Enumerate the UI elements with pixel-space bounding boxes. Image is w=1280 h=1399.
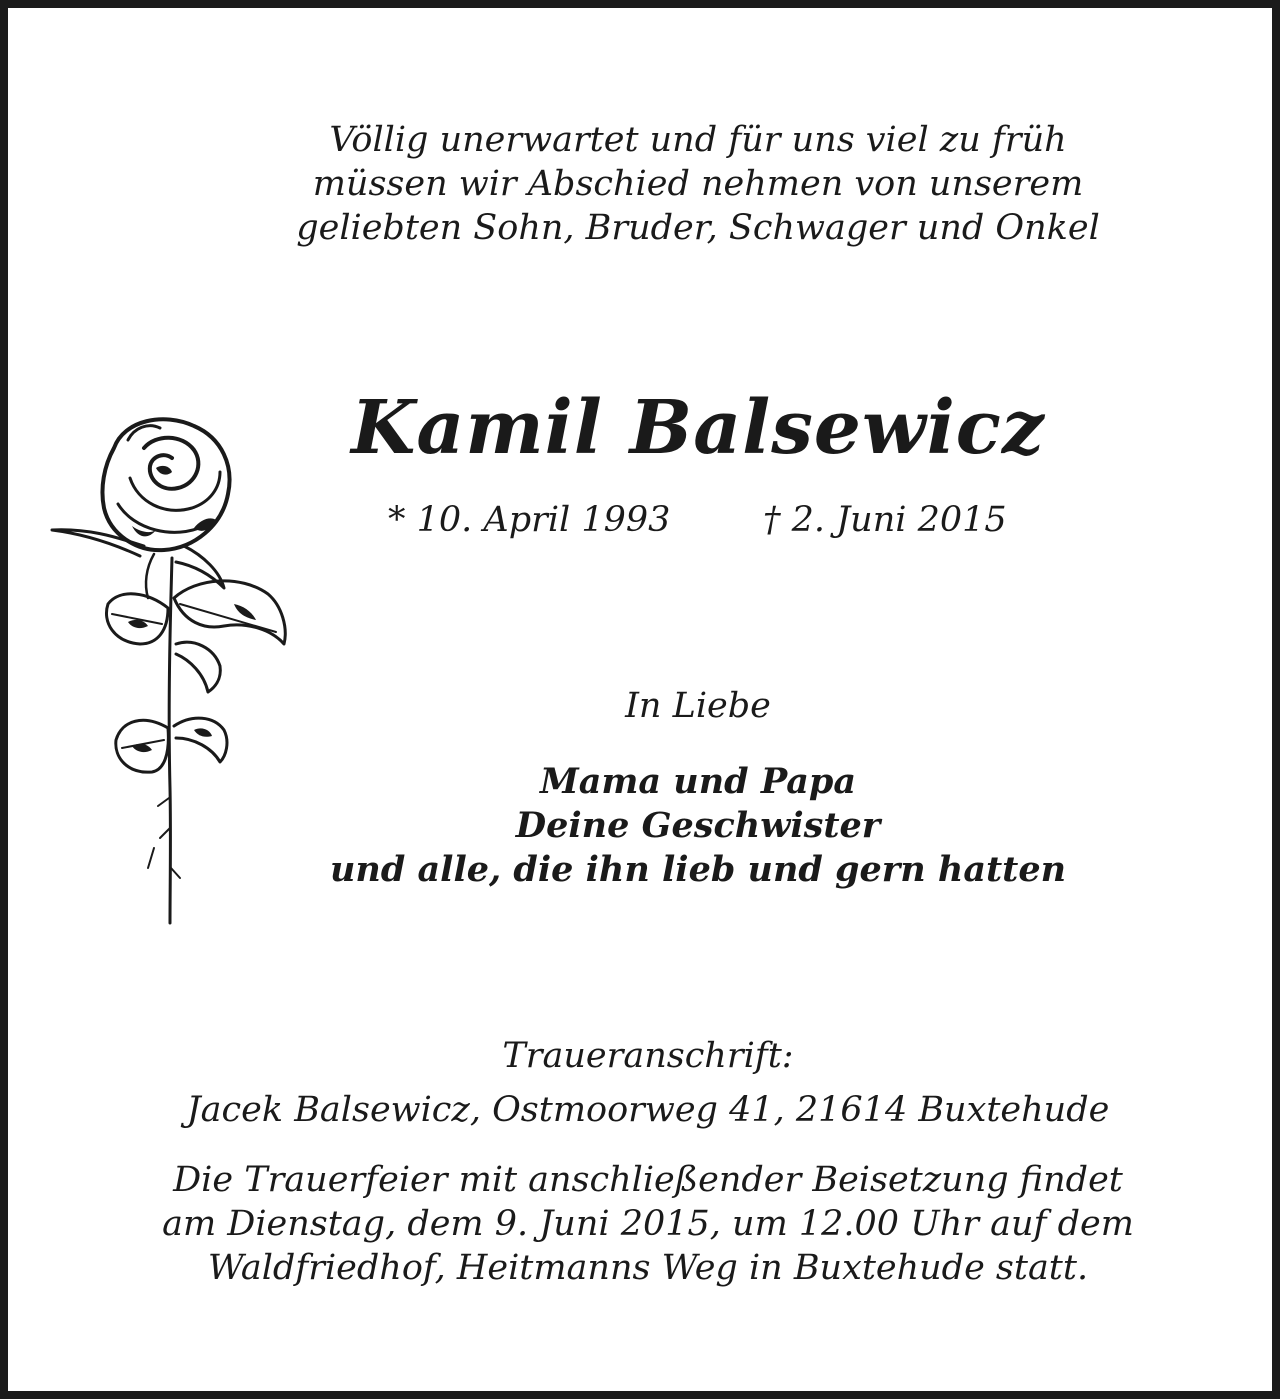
- mourning-address: Jacek Balsewicz, Ostmoorweg 41, 21614 Buxtehude: [186, 1090, 1110, 1130]
- intro-line: geliebten Sohn, Bruder, Schwager und Onkel: [296, 208, 1100, 248]
- intro-line: Völlig unerwartet und für uns viel zu früh: [329, 120, 1067, 160]
- mourner-line: Deine Geschwister: [515, 805, 881, 846]
- birth-date: * 10. April 1993: [388, 500, 671, 540]
- service-line: Die Trauerfeier mit anschließender Beisetzung findet: [173, 1160, 1123, 1200]
- intro-line: müssen wir Abschied nehmen von unserem: [312, 164, 1084, 204]
- mourners-list: [248, 760, 1148, 892]
- intro-text: [248, 118, 1148, 250]
- service-line: Waldfriedhof, Heitmanns Weg in Buxtehude statt.: [207, 1248, 1089, 1288]
- mourner-line: Mama und Papa: [539, 761, 857, 802]
- mourner-line: und alle, die ihn lieb und gern hatten: [329, 849, 1067, 890]
- deceased-name: Kamil Balsewicz: [351, 385, 1045, 471]
- service-line: am Dienstag, dem 9. Juni 2015, um 12.00 Uhr auf dem: [162, 1204, 1134, 1244]
- love-line: In Liebe: [625, 686, 771, 726]
- funeral-service-info: [148, 1158, 1148, 1290]
- address-label: Traueranschrift:: [502, 1036, 794, 1076]
- death-date: † 2. Juni 2015: [763, 500, 1007, 540]
